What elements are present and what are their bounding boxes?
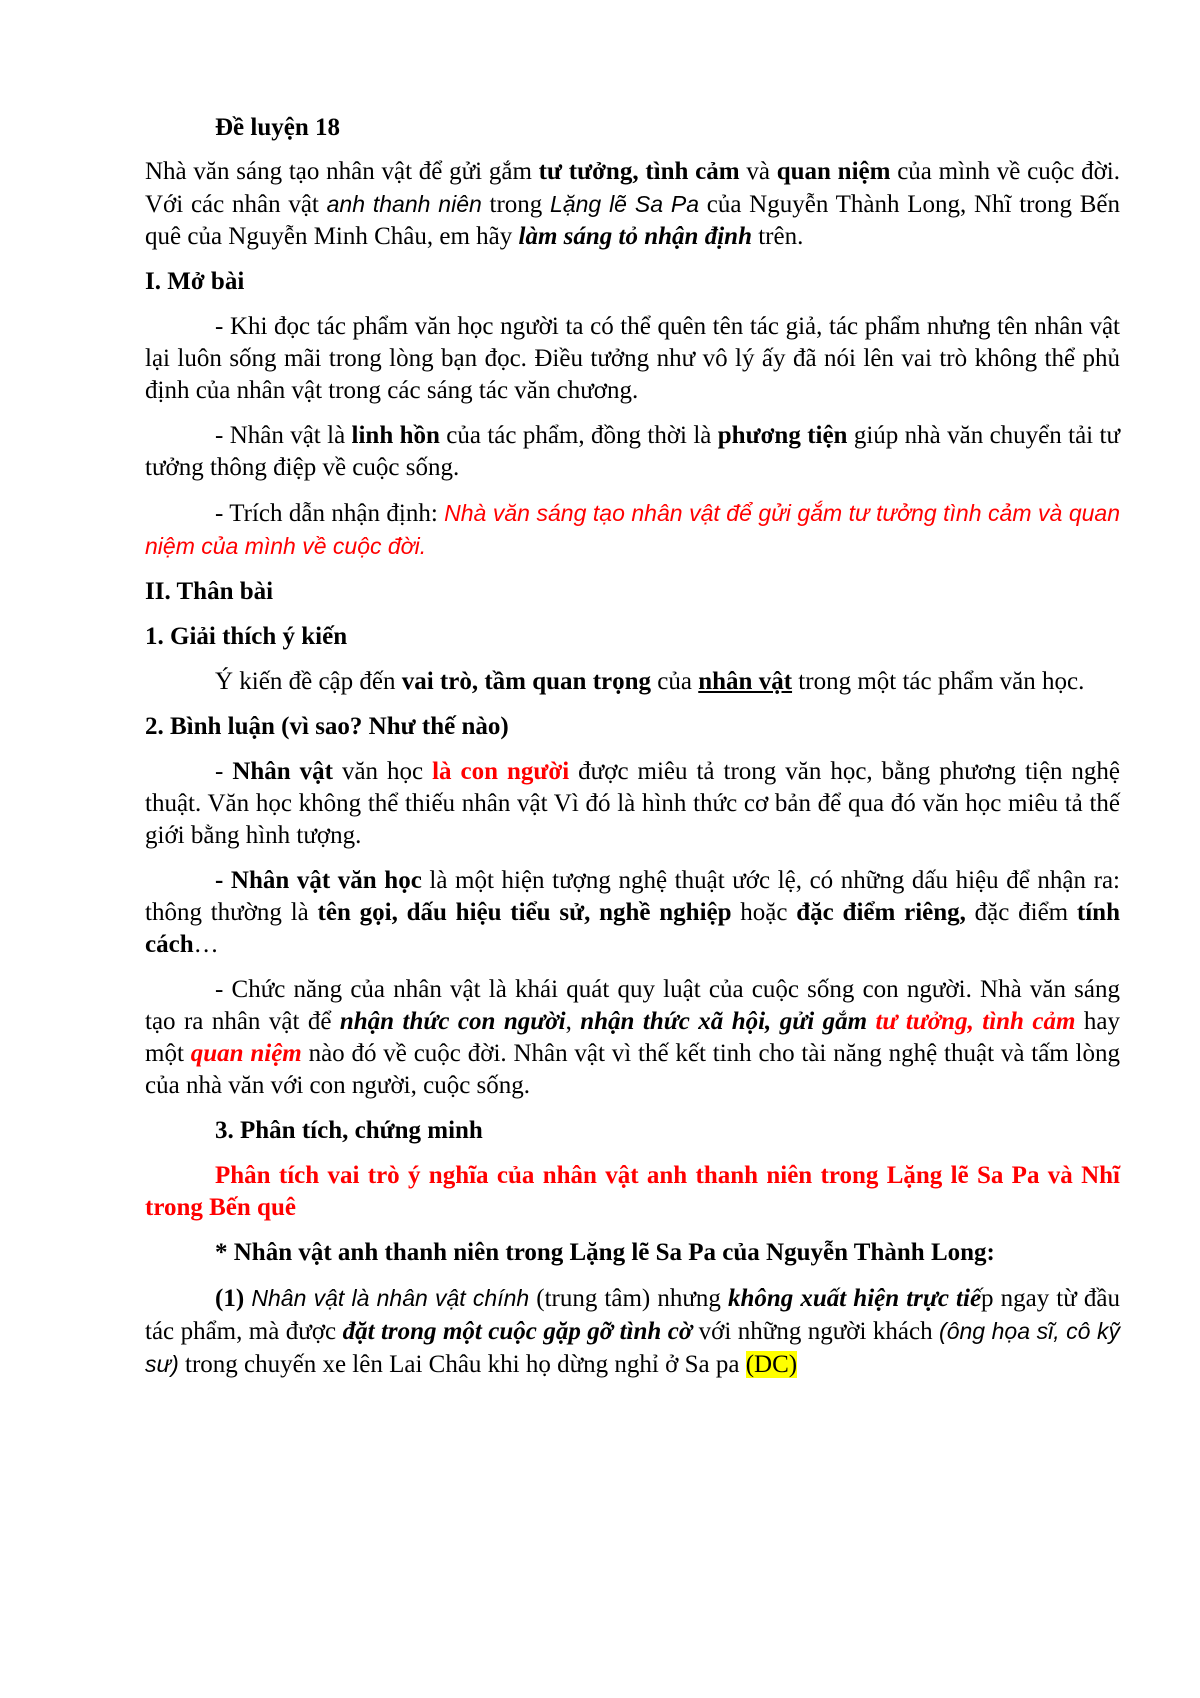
- subsection-heading-2: 2. Bình luận (vì sao? Như thế nào): [145, 713, 509, 740]
- bold-run: (1): [215, 1285, 245, 1312]
- mo-bai-paragraph-3: [145, 497, 1120, 563]
- bold-run: tính cách: [145, 899, 1120, 958]
- italic-run: anh thanh niên: [326, 191, 482, 217]
- bold-italic-run: không xuất hiện trực tiế: [727, 1285, 982, 1312]
- bold-run: tư tưởng, tình cảm: [538, 158, 740, 185]
- text-run: đặc điểm: [965, 899, 1077, 926]
- text-run: nào đó về cuộc đời. Nhân vật vì thế kết tinh cho tài năng nghệ thuật và tấm lòng của nhà văn với con người, cuộc sống.: [145, 1040, 1120, 1099]
- subsection-3-paragraph-1: [145, 1282, 1120, 1381]
- bold-run: phương tiện: [717, 422, 848, 449]
- italic-run: Lặng lẽ Sa Pa: [550, 191, 699, 217]
- text-run: (trung tâm) nhưng: [529, 1285, 728, 1312]
- text-run: ,: [565, 1008, 581, 1035]
- quote-run: Nhà văn sáng tạo nhân vật để gửi gắm tư tưởng tình cảm và quan niệm của mình về cuộc đời.: [145, 500, 1120, 559]
- text-run: trong một tác phẩm văn học.: [792, 668, 1085, 695]
- subsection-2-paragraph-1: [145, 756, 1120, 852]
- text-run: được miêu tả trong văn học, bằng phương tiện nghệ thuật. Văn học không thể thiếu nhân vật Vì đó là hình thức cơ bản để qua đó văn học miêu tả thế giới bằng hình tượng.: [145, 758, 1121, 849]
- subsection-heading-1: 1. Giải thích ý kiến: [145, 623, 348, 650]
- bold-run: Nhân vật: [232, 758, 333, 785]
- text-run: Nhà văn sáng tạo nhân vật để gửi gắm: [145, 158, 539, 185]
- bold-italic-run: nhận thức xã hội, gửi gắm: [580, 1008, 876, 1035]
- bold-run: - Nhân vật văn học: [215, 867, 422, 894]
- bold-italic-run: đặt trong một cuộc gặp gỡ tình cờ: [342, 1318, 693, 1345]
- text-run: là một hiện tượng nghệ thuật ước lệ, có những dấu hiệu để nhận ra: thông thường là: [145, 867, 1120, 926]
- text-run: …: [193, 931, 219, 958]
- text-run: trong: [481, 191, 551, 218]
- text-run: hoặc: [731, 899, 797, 926]
- italic-run: (ông họa sĩ, cô kỹ sư): [145, 1318, 1121, 1377]
- text-run: - Trích dẫn nhận định:: [215, 500, 445, 527]
- subsection-2-paragraph-3: [145, 974, 1120, 1102]
- bold-italic-red-run: quan niệm: [190, 1040, 302, 1067]
- bold-red-run: là con người: [432, 758, 570, 785]
- bold-italic-red-run: tư tưởng, tình cảm: [875, 1008, 1076, 1035]
- italic-run: Nhân vật là nhân vật chính: [244, 1285, 530, 1311]
- text-run: trên.: [751, 223, 804, 250]
- highlighted-run: (DC): [745, 1351, 798, 1378]
- text-run: của: [651, 668, 699, 695]
- text-run: với những người khách: [692, 1318, 940, 1345]
- bold-run: linh hồn: [351, 422, 440, 449]
- text-run: của Nguyễn Thành Long, Nhĩ trong Bến quê của Nguyễn Minh Châu, em hãy: [145, 191, 1120, 250]
- text-run: - Chức năng của nhân vật là khái quát quy luật của cuộc sống con người. Nhà văn sáng tạo ra nhân vật để: [145, 976, 1120, 1035]
- text-run: giúp nhà văn chuyển tải tư tưởng thông điệp về cuộc sống.: [145, 422, 1120, 481]
- text-run: văn học: [332, 758, 433, 785]
- subsection-heading-3: 3. Phân tích, chứng minh: [215, 1117, 483, 1144]
- subsection-2-paragraph-2: [145, 865, 1120, 961]
- text-run: trong chuyến xe lên Lai Châu khi họ dừng nghỉ ở Sa pa: [178, 1351, 746, 1378]
- bold-italic-run: làm sáng tỏ nhận định: [518, 223, 752, 250]
- text-run: -: [215, 758, 233, 785]
- bold-run: đặc điểm riêng,: [796, 899, 966, 926]
- text-run: p ngay từ đầu tác phẩm, mà được: [145, 1285, 1120, 1345]
- text-run: hay một: [145, 1008, 1120, 1067]
- bold-run: vai trò, tầm quan trọng: [401, 668, 652, 695]
- prompt-paragraph: [145, 156, 1120, 253]
- mo-bai-paragraph-2: [145, 420, 1120, 484]
- section-heading-mo-bai: I. Mở bài: [145, 268, 245, 295]
- bold-run: quan niệm: [776, 158, 891, 185]
- subsection-1-paragraph: [145, 666, 1120, 698]
- bold-italic-run: nhận thức con người: [339, 1008, 566, 1035]
- mo-bai-paragraph-1: - Khi đọc tác phẩm văn học người ta có thể quên tên tác giả, tác phẩm nhưng tên nhân vật lại luôn sống mãi trong lòng bạn đọc. Điều tưởng như vô lý ấy đã nói lên vai trò không thể phủ định của nhân vật trong các sáng tác văn chương.: [145, 313, 1120, 404]
- text-run: của mình về cuộc đời. Với các nhân vật: [145, 158, 1121, 218]
- bold-run: tên gọi, dấu hiệu tiểu sử, nghề nghiệp: [317, 899, 732, 926]
- text-run: - Nhân vật là: [215, 422, 352, 449]
- red-analysis-heading: Phân tích vai trò ý nghĩa của nhân vật anh thanh niên trong Lặng lẽ Sa Pa và Nhĩ trong Bến quê: [145, 1162, 1120, 1221]
- character-sub-heading: * Nhân vật anh thanh niên trong Lặng lẽ Sa Pa của Nguyễn Thành Long:: [215, 1239, 995, 1266]
- text-run: Ý kiến đề cập đến: [215, 668, 402, 695]
- section-heading-than-bai: II. Thân bài: [145, 578, 274, 605]
- bold-underline-run: nhân vật: [698, 668, 793, 695]
- text-run: và: [739, 158, 777, 185]
- document-page: [145, 112, 1120, 1394]
- text-run: của tác phẩm, đồng thời là: [439, 422, 718, 449]
- document-title: Đề luyện 18: [215, 114, 340, 141]
